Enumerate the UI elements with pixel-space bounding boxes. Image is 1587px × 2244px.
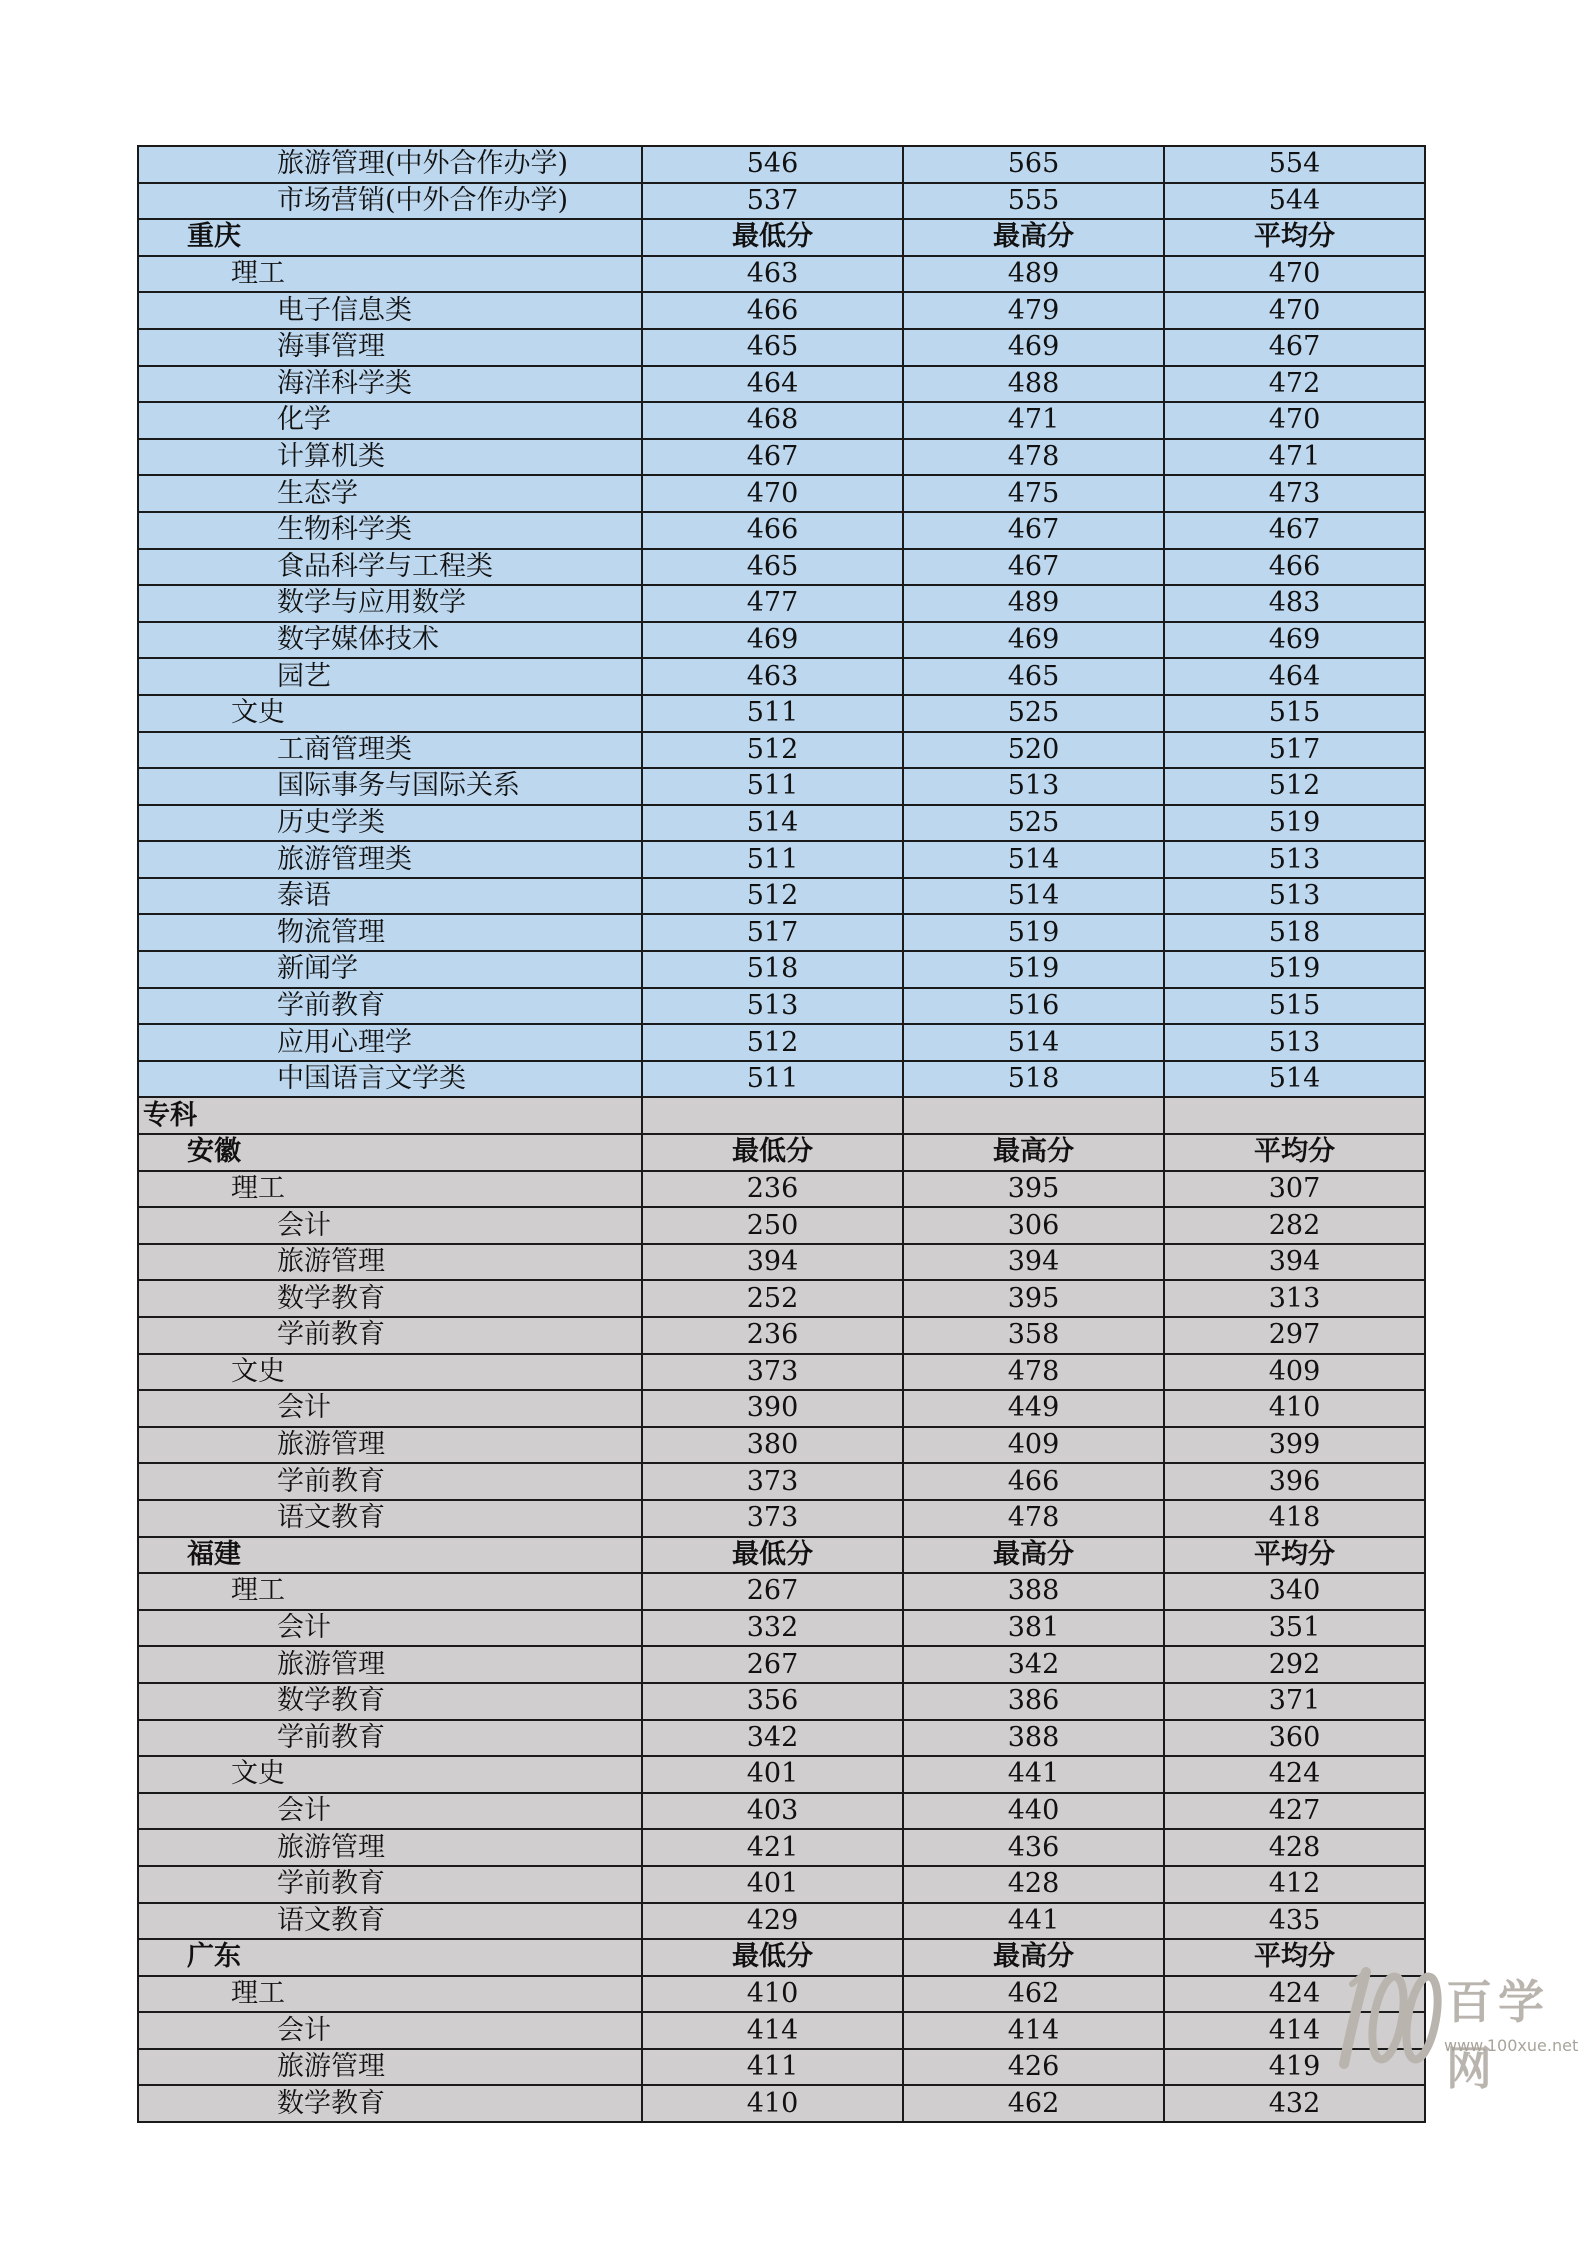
max-score-cell: 514	[903, 841, 1164, 878]
max-score-cell: 467	[903, 512, 1164, 549]
table-row	[138, 2049, 1425, 2086]
max-score-cell: 513	[903, 768, 1164, 805]
table-row	[138, 1610, 1425, 1647]
max-score-cell: 381	[903, 1610, 1164, 1647]
min-score-cell: 517	[642, 914, 903, 951]
avg-score-cell: 414	[1164, 2012, 1425, 2049]
table-row	[138, 1720, 1425, 1757]
max-score-cell: 436	[903, 1829, 1164, 1866]
avg-score-cell: 470	[1164, 292, 1425, 329]
min-score-cell: 466	[642, 512, 903, 549]
table-row	[138, 2012, 1425, 2049]
max-score-cell: 520	[903, 732, 1164, 769]
major-name-cell: 旅游管理	[138, 1427, 642, 1464]
max-score-cell: 565	[903, 146, 1164, 183]
avg-score-cell: 512	[1164, 768, 1425, 805]
min-score-cell: 421	[642, 1829, 903, 1866]
min-score-cell: 410	[642, 2085, 903, 2122]
table-row	[138, 475, 1425, 512]
min-score-cell: 267	[642, 1573, 903, 1610]
min-score-cell: 514	[642, 805, 903, 842]
avg-score-cell: 307	[1164, 1171, 1425, 1208]
avg-score-cell: 466	[1164, 549, 1425, 586]
avg-score-cell: 544	[1164, 183, 1425, 220]
major-name-cell: 文史	[138, 1756, 642, 1793]
min-score-cell: 401	[642, 1866, 903, 1903]
table-row	[138, 768, 1425, 805]
max-score-cell: 358	[903, 1317, 1164, 1354]
max-score-cell: 414	[903, 2012, 1164, 2049]
min-score-cell: 467	[642, 439, 903, 476]
major-name-cell: 文史	[138, 1354, 642, 1391]
major-name-cell: 会计	[138, 2012, 642, 2049]
max-score-cell: 519	[903, 951, 1164, 988]
max-score-cell: 467	[903, 549, 1164, 586]
major-name-cell: 旅游管理	[138, 1646, 642, 1683]
major-name-cell: 学前教育	[138, 1720, 642, 1757]
max-score-cell: 388	[903, 1573, 1164, 1610]
major-name-cell: 学前教育	[138, 1317, 642, 1354]
max-score-cell: 488	[903, 366, 1164, 403]
avg-score-cell: 427	[1164, 1793, 1425, 1830]
avg-score-cell: 292	[1164, 1646, 1425, 1683]
major-name-cell: 学前教育	[138, 988, 642, 1025]
min-score-cell: 466	[642, 292, 903, 329]
table-row	[138, 805, 1425, 842]
avg-score-cell: 394	[1164, 1244, 1425, 1281]
major-name-cell: 会计	[138, 1610, 642, 1647]
major-name-cell: 化学	[138, 402, 642, 439]
min-score-cell: 401	[642, 1756, 903, 1793]
min-score-cell: 373	[642, 1354, 903, 1391]
min-score-cell: 469	[642, 622, 903, 659]
major-name-cell: 数学教育	[138, 1280, 642, 1317]
avg-score-cell: 409	[1164, 1354, 1425, 1391]
max-score-cell: 342	[903, 1646, 1164, 1683]
major-name-cell: 生物科学类	[138, 512, 642, 549]
avg-score-cell: 483	[1164, 585, 1425, 622]
major-name-cell: 海事管理	[138, 329, 642, 366]
table-row	[138, 878, 1425, 915]
min-score-cell: 470	[642, 475, 903, 512]
max-score-cell: 514	[903, 1024, 1164, 1061]
avg-score-cell: 424	[1164, 1756, 1425, 1793]
major-name-cell: 电子信息类	[138, 292, 642, 329]
table-row	[138, 183, 1425, 220]
major-name-cell: 新闻学	[138, 951, 642, 988]
table-row	[138, 914, 1425, 951]
major-name-cell: 学前教育	[138, 1463, 642, 1500]
max-score-cell: 516	[903, 988, 1164, 1025]
table-row	[138, 988, 1425, 1025]
empty-cell	[1164, 1097, 1425, 1134]
table-row	[138, 1903, 1425, 1940]
major-name-cell: 会计	[138, 1793, 642, 1830]
max-header-cell: 最高分	[903, 1939, 1164, 1976]
avg-score-cell: 472	[1164, 366, 1425, 403]
min-header-cell: 最低分	[642, 219, 903, 256]
avg-score-cell: 513	[1164, 1024, 1425, 1061]
max-score-cell: 479	[903, 292, 1164, 329]
avg-score-cell: 410	[1164, 1390, 1425, 1427]
avg-score-cell: 396	[1164, 1463, 1425, 1500]
max-score-cell: 525	[903, 695, 1164, 732]
major-name-cell: 理工	[138, 1573, 642, 1610]
category-row	[138, 1097, 1425, 1134]
max-score-cell: 478	[903, 439, 1164, 476]
province-row	[138, 1537, 1425, 1574]
major-name-cell: 旅游管理	[138, 2049, 642, 2086]
max-score-cell: 469	[903, 622, 1164, 659]
max-score-cell: 478	[903, 1500, 1164, 1537]
avg-score-cell: 428	[1164, 1829, 1425, 1866]
min-score-cell: 373	[642, 1500, 903, 1537]
min-score-cell: 373	[642, 1463, 903, 1500]
table-row	[138, 695, 1425, 732]
100-logo-icon	[1338, 1964, 1446, 2074]
min-score-cell: 236	[642, 1171, 903, 1208]
max-score-cell: 471	[903, 402, 1164, 439]
table-row	[138, 1317, 1425, 1354]
avg-score-cell: 518	[1164, 914, 1425, 951]
avg-header-cell: 平均分	[1164, 219, 1425, 256]
table-row	[138, 2085, 1425, 2122]
watermark-url: www.100xue.net	[1444, 2036, 1579, 2055]
major-name-cell: 旅游管理类	[138, 841, 642, 878]
min-score-cell: 518	[642, 951, 903, 988]
min-score-cell: 537	[642, 183, 903, 220]
max-score-cell: 441	[903, 1903, 1164, 1940]
major-name-cell: 海洋科学类	[138, 366, 642, 403]
min-score-cell: 414	[642, 2012, 903, 2049]
avg-score-cell: 519	[1164, 951, 1425, 988]
min-header-cell: 最低分	[642, 1134, 903, 1171]
avg-score-cell: 424	[1164, 1976, 1425, 2013]
table-row	[138, 1244, 1425, 1281]
table-row	[138, 256, 1425, 293]
min-score-cell: 411	[642, 2049, 903, 2086]
table-row	[138, 1354, 1425, 1391]
major-name-cell: 数字媒体技术	[138, 622, 642, 659]
table-row	[138, 1207, 1425, 1244]
max-score-cell: 449	[903, 1390, 1164, 1427]
min-score-cell: 511	[642, 1061, 903, 1098]
table-body	[138, 146, 1425, 2122]
avg-score-cell: 340	[1164, 1573, 1425, 1610]
province-name-cell: 安徽	[138, 1134, 642, 1171]
major-name-cell: 生态学	[138, 475, 642, 512]
max-score-cell: 462	[903, 2085, 1164, 2122]
major-name-cell: 理工	[138, 1976, 642, 2013]
table-row	[138, 402, 1425, 439]
avg-score-cell: 418	[1164, 1500, 1425, 1537]
table-row	[138, 1866, 1425, 1903]
avg-score-cell: 371	[1164, 1683, 1425, 1720]
min-score-cell: 465	[642, 329, 903, 366]
max-score-cell: 386	[903, 1683, 1164, 1720]
major-name-cell: 旅游管理	[138, 1829, 642, 1866]
empty-cell	[903, 1097, 1164, 1134]
major-name-cell: 语文教育	[138, 1903, 642, 1940]
avg-score-cell: 282	[1164, 1207, 1425, 1244]
max-score-cell: 555	[903, 183, 1164, 220]
min-score-cell: 252	[642, 1280, 903, 1317]
min-score-cell: 342	[642, 1720, 903, 1757]
min-score-cell: 429	[642, 1903, 903, 1940]
avg-header-cell: 平均分	[1164, 1134, 1425, 1171]
table-row	[138, 1646, 1425, 1683]
max-score-cell: 409	[903, 1427, 1164, 1464]
watermark-site-name: 百学网	[1446, 1975, 1550, 2095]
table-row	[138, 585, 1425, 622]
avg-score-cell: 469	[1164, 622, 1425, 659]
max-score-cell: 462	[903, 1976, 1164, 2013]
table-row	[138, 512, 1425, 549]
avg-score-cell: 432	[1164, 2085, 1425, 2122]
min-score-cell: 356	[642, 1683, 903, 1720]
major-name-cell: 数学教育	[138, 2085, 642, 2122]
max-score-cell: 466	[903, 1463, 1164, 1500]
avg-score-cell: 515	[1164, 695, 1425, 732]
min-score-cell: 394	[642, 1244, 903, 1281]
avg-score-cell: 464	[1164, 658, 1425, 695]
major-name-cell: 理工	[138, 1171, 642, 1208]
province-name-cell: 福建	[138, 1537, 642, 1574]
province-row	[138, 1134, 1425, 1171]
max-score-cell: 465	[903, 658, 1164, 695]
avg-score-cell: 412	[1164, 1866, 1425, 1903]
avg-score-cell: 467	[1164, 512, 1425, 549]
min-score-cell: 477	[642, 585, 903, 622]
min-score-cell: 332	[642, 1610, 903, 1647]
min-header-cell: 最低分	[642, 1537, 903, 1574]
table-row	[138, 1024, 1425, 1061]
table-row	[138, 1280, 1425, 1317]
min-score-cell: 403	[642, 1793, 903, 1830]
province-name-cell: 重庆	[138, 219, 642, 256]
major-name-cell: 数学教育	[138, 1683, 642, 1720]
major-name-cell: 旅游管理	[138, 1244, 642, 1281]
avg-score-cell: 470	[1164, 402, 1425, 439]
table-row	[138, 1976, 1425, 2013]
table-row	[138, 1463, 1425, 1500]
min-score-cell: 380	[642, 1427, 903, 1464]
max-header-cell: 最高分	[903, 1134, 1164, 1171]
province-row	[138, 219, 1425, 256]
min-score-cell: 513	[642, 988, 903, 1025]
min-score-cell: 511	[642, 695, 903, 732]
max-score-cell: 395	[903, 1280, 1164, 1317]
min-score-cell: 512	[642, 732, 903, 769]
province-row	[138, 1939, 1425, 1976]
table-row	[138, 1427, 1425, 1464]
max-score-cell: 428	[903, 1866, 1164, 1903]
table-row	[138, 841, 1425, 878]
avg-score-cell: 513	[1164, 878, 1425, 915]
major-name-cell: 历史学类	[138, 805, 642, 842]
major-name-cell: 数学与应用数学	[138, 585, 642, 622]
table-row	[138, 1500, 1425, 1537]
major-name-cell: 国际事务与国际关系	[138, 768, 642, 805]
max-score-cell: 388	[903, 1720, 1164, 1757]
avg-score-cell: 470	[1164, 256, 1425, 293]
min-score-cell: 464	[642, 366, 903, 403]
major-name-cell: 语文教育	[138, 1500, 642, 1537]
min-score-cell: 511	[642, 768, 903, 805]
major-name-cell: 物流管理	[138, 914, 642, 951]
max-score-cell: 489	[903, 585, 1164, 622]
avg-score-cell: 471	[1164, 439, 1425, 476]
min-score-cell: 236	[642, 1317, 903, 1354]
major-name-cell: 文史	[138, 695, 642, 732]
avg-score-cell: 517	[1164, 732, 1425, 769]
avg-score-cell: 351	[1164, 1610, 1425, 1647]
max-score-cell: 426	[903, 2049, 1164, 2086]
max-score-cell: 519	[903, 914, 1164, 951]
table-row	[138, 732, 1425, 769]
table-row	[138, 1390, 1425, 1427]
major-name-cell: 食品科学与工程类	[138, 549, 642, 586]
table-row	[138, 329, 1425, 366]
major-name-cell: 旅游管理(中外合作办学)	[138, 146, 642, 183]
min-score-cell: 410	[642, 1976, 903, 2013]
major-name-cell: 学前教育	[138, 1866, 642, 1903]
major-name-cell: 理工	[138, 256, 642, 293]
major-name-cell: 会计	[138, 1207, 642, 1244]
max-score-cell: 441	[903, 1756, 1164, 1793]
empty-cell	[642, 1097, 903, 1134]
min-score-cell: 512	[642, 878, 903, 915]
avg-score-cell: 399	[1164, 1427, 1425, 1464]
max-score-cell: 394	[903, 1244, 1164, 1281]
table-row	[138, 366, 1425, 403]
table-row	[138, 951, 1425, 988]
major-name-cell: 园艺	[138, 658, 642, 695]
min-score-cell: 468	[642, 402, 903, 439]
avg-score-cell: 473	[1164, 475, 1425, 512]
max-header-cell: 最高分	[903, 219, 1164, 256]
watermark	[1338, 1964, 1578, 2244]
avg-score-cell: 419	[1164, 2049, 1425, 2086]
max-score-cell: 395	[903, 1171, 1164, 1208]
table-row	[138, 1061, 1425, 1098]
major-name-cell: 会计	[138, 1390, 642, 1427]
table-row	[138, 146, 1425, 183]
min-score-cell: 250	[642, 1207, 903, 1244]
avg-score-cell: 514	[1164, 1061, 1425, 1098]
table-row	[138, 1683, 1425, 1720]
major-name-cell: 计算机类	[138, 439, 642, 476]
min-score-cell: 512	[642, 1024, 903, 1061]
max-score-cell: 518	[903, 1061, 1164, 1098]
min-header-cell: 最低分	[642, 1939, 903, 1976]
max-score-cell: 440	[903, 1793, 1164, 1830]
avg-score-cell: 513	[1164, 841, 1425, 878]
max-score-cell: 469	[903, 329, 1164, 366]
avg-score-cell: 515	[1164, 988, 1425, 1025]
avg-score-cell: 467	[1164, 329, 1425, 366]
avg-score-cell: 519	[1164, 805, 1425, 842]
major-name-cell: 应用心理学	[138, 1024, 642, 1061]
min-score-cell: 546	[642, 146, 903, 183]
min-score-cell: 463	[642, 658, 903, 695]
major-name-cell: 工商管理类	[138, 732, 642, 769]
score-table	[137, 145, 1426, 2123]
min-score-cell: 511	[642, 841, 903, 878]
category-name-cell: 专科	[138, 1097, 642, 1134]
table-row	[138, 549, 1425, 586]
avg-score-cell: 360	[1164, 1720, 1425, 1757]
table-row	[138, 439, 1425, 476]
avg-header-cell: 平均分	[1164, 1939, 1425, 1976]
table-row	[138, 658, 1425, 695]
table-row	[138, 1829, 1425, 1866]
table-row	[138, 622, 1425, 659]
min-score-cell: 465	[642, 549, 903, 586]
min-score-cell: 390	[642, 1390, 903, 1427]
table-row	[138, 1793, 1425, 1830]
avg-score-cell: 435	[1164, 1903, 1425, 1940]
province-name-cell: 广东	[138, 1939, 642, 1976]
min-score-cell: 267	[642, 1646, 903, 1683]
max-score-cell: 489	[903, 256, 1164, 293]
max-score-cell: 306	[903, 1207, 1164, 1244]
table-row	[138, 1171, 1425, 1208]
table-row	[138, 292, 1425, 329]
max-score-cell: 478	[903, 1354, 1164, 1391]
max-score-cell: 475	[903, 475, 1164, 512]
major-name-cell: 泰语	[138, 878, 642, 915]
avg-score-cell: 313	[1164, 1280, 1425, 1317]
min-score-cell: 463	[642, 256, 903, 293]
avg-score-cell: 554	[1164, 146, 1425, 183]
table-row	[138, 1573, 1425, 1610]
major-name-cell: 中国语言文学类	[138, 1061, 642, 1098]
max-header-cell: 最高分	[903, 1537, 1164, 1574]
avg-header-cell: 平均分	[1164, 1537, 1425, 1574]
table-row	[138, 1756, 1425, 1793]
max-score-cell: 525	[903, 805, 1164, 842]
major-name-cell: 市场营销(中外合作办学)	[138, 183, 642, 220]
avg-score-cell: 297	[1164, 1317, 1425, 1354]
max-score-cell: 514	[903, 878, 1164, 915]
